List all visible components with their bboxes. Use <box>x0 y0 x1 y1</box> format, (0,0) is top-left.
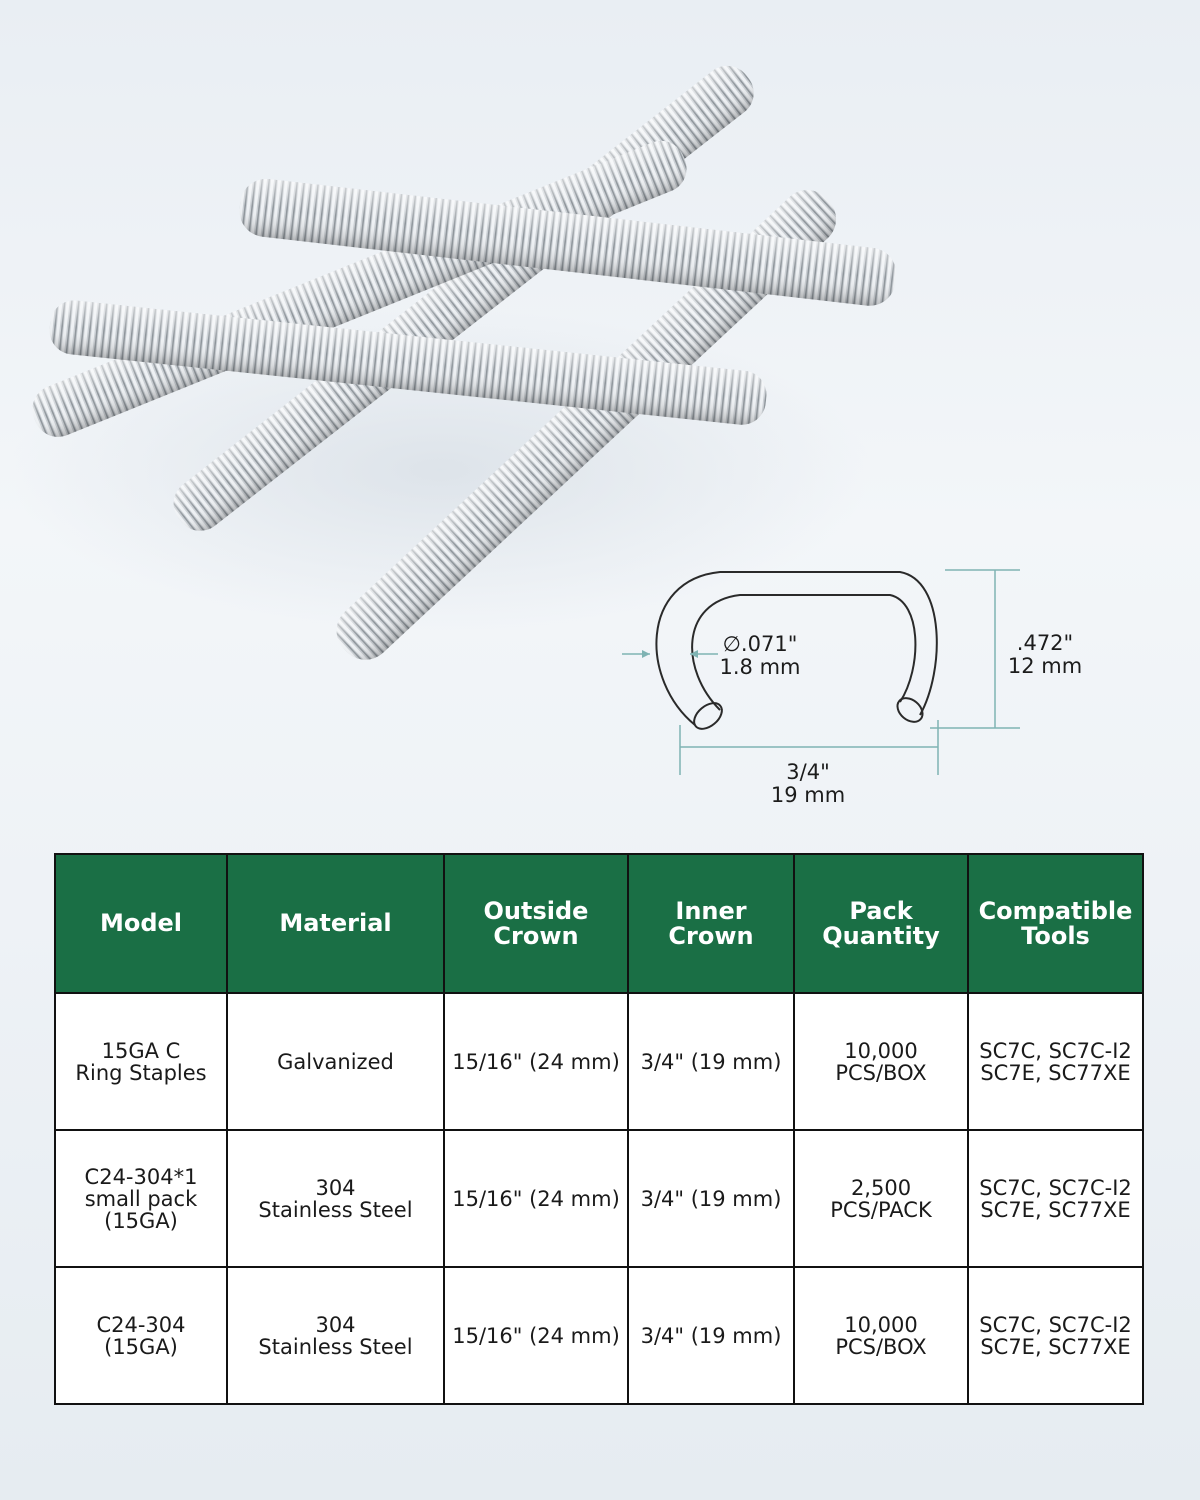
cell-material-line: Stainless Steel <box>258 1334 413 1359</box>
header-pack-quantity <box>794 854 968 993</box>
width-label <box>758 761 858 807</box>
cell-pack-quantity <box>794 993 968 1130</box>
cell-compatible-tools <box>968 1130 1143 1267</box>
header-model-line: Model <box>99 909 183 937</box>
header-pack-quantity-line: Pack <box>849 896 913 925</box>
header-outside-crown <box>444 854 628 993</box>
header-outside-crown-line: Crown <box>493 921 579 950</box>
cell-inner-crown-line: 3/4" (19 mm) <box>640 1049 782 1074</box>
cell-inner-crown-line: 3/4" (19 mm) <box>640 1186 782 1211</box>
cell-material-line: Galvanized <box>277 1049 394 1074</box>
cell-pack-quantity-line: PCS/BOX <box>835 1060 927 1085</box>
header-model <box>55 854 227 993</box>
header-material-line: Material <box>279 909 392 937</box>
cell-model-line: small pack <box>84 1186 198 1211</box>
cell-material <box>227 993 444 1130</box>
cell-material-line: Stainless Steel <box>258 1197 413 1222</box>
wire-diameter-inch: ∅.071" <box>722 632 798 656</box>
table-header-row <box>55 854 1143 993</box>
cell-inner-crown <box>628 993 794 1130</box>
header-inner-crown-line: Crown <box>668 921 754 950</box>
table-row <box>55 1130 1143 1267</box>
cell-compatible-tools-line: SC7C, SC7C-I2 <box>979 1175 1132 1200</box>
cell-model-line: C24-304 <box>96 1312 186 1337</box>
cell-pack-quantity-line: PCS/PACK <box>830 1197 932 1222</box>
header-compatible-tools <box>968 854 1143 993</box>
header-outside-crown-line: Outside <box>483 896 589 925</box>
cell-compatible-tools <box>968 1267 1143 1404</box>
cell-material-line: 304 <box>315 1312 356 1337</box>
wire-diameter-label <box>700 633 820 679</box>
cell-inner-crown <box>628 1267 794 1404</box>
width-mm: 19 mm <box>770 783 846 807</box>
cell-model-line: (15GA) <box>104 1334 178 1359</box>
cell-model-line: C24-304*1 <box>84 1164 198 1189</box>
cell-material <box>227 1267 444 1404</box>
cell-pack-quantity-line: 10,000 <box>844 1038 918 1063</box>
cell-model <box>55 993 227 1130</box>
header-inner-crown <box>628 854 794 993</box>
cell-inner-crown-line: 3/4" (19 mm) <box>640 1323 782 1348</box>
cell-pack-quantity-line: PCS/BOX <box>835 1334 927 1359</box>
cell-compatible-tools-line: SC7E, SC77XE <box>980 1197 1131 1222</box>
table-row <box>55 1267 1143 1404</box>
header-material <box>227 854 444 993</box>
cell-inner-crown <box>628 1130 794 1267</box>
table-row <box>55 993 1143 1130</box>
header-pack-quantity-line: Quantity <box>822 921 940 950</box>
cell-compatible-tools-line: SC7C, SC7C-I2 <box>979 1038 1132 1063</box>
cell-pack-quantity <box>794 1130 968 1267</box>
cell-model-line: 15GA C <box>101 1038 181 1063</box>
cell-outside-crown-line: 15/16" (24 mm) <box>452 1049 620 1074</box>
cell-pack-quantity-line: 2,500 <box>850 1175 912 1200</box>
cell-outside-crown-line: 15/16" (24 mm) <box>452 1186 620 1211</box>
cell-material-line: 304 <box>315 1175 356 1200</box>
table-body <box>55 993 1143 1404</box>
cell-pack-quantity <box>794 1267 968 1404</box>
header-compatible-tools-line: Tools <box>1021 921 1090 950</box>
cell-material <box>227 1130 444 1267</box>
cell-model <box>55 1130 227 1267</box>
cell-model <box>55 1267 227 1404</box>
cell-model-line: Ring Staples <box>75 1060 207 1085</box>
cell-outside-crown <box>444 1130 628 1267</box>
cell-outside-crown <box>444 1267 628 1404</box>
cell-outside-crown-line: 15/16" (24 mm) <box>452 1323 620 1348</box>
cell-compatible-tools <box>968 993 1143 1130</box>
height-label <box>995 632 1095 678</box>
cell-outside-crown <box>444 993 628 1130</box>
header-inner-crown-line: Inner <box>675 896 747 925</box>
height-mm: 12 mm <box>1007 654 1083 678</box>
height-inch: .472" <box>1016 631 1074 655</box>
cell-model-line: (15GA) <box>104 1208 178 1233</box>
width-inch: 3/4" <box>786 760 830 784</box>
cell-pack-quantity-line: 10,000 <box>844 1312 918 1337</box>
cell-compatible-tools-line: SC7C, SC7C-I2 <box>979 1312 1132 1337</box>
header-compatible-tools-line: Compatible <box>978 896 1133 925</box>
cell-compatible-tools-line: SC7E, SC77XE <box>980 1334 1131 1359</box>
spec-table <box>54 853 1144 1405</box>
cell-compatible-tools-line: SC7E, SC77XE <box>980 1060 1131 1085</box>
wire-diameter-mm: 1.8 mm <box>719 655 801 679</box>
